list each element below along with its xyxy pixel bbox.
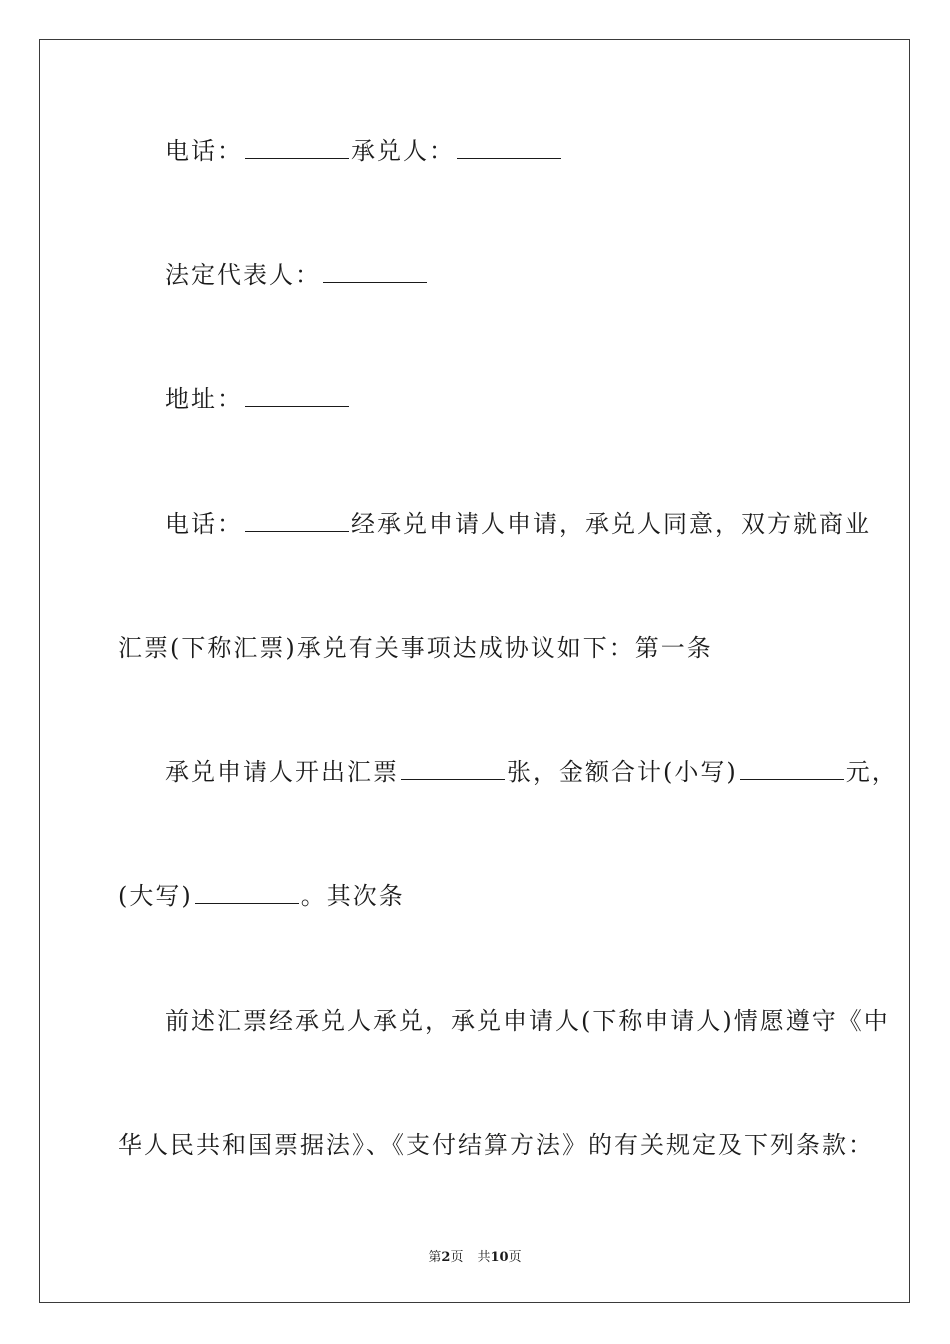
bill-count-blank[interactable] [401,759,505,780]
amount-upper-label: (大写) [118,882,193,910]
legal-rep-line [165,260,429,290]
phone-blank[interactable] [245,138,349,159]
clause-text-1: 前述汇票经承兑人承兑，承兑申请人(下称申请人)情愿遵守《中 [165,1007,890,1035]
amount-upper-blank[interactable] [195,883,299,904]
total-pages: 10 [490,1250,509,1265]
agreement-line-2 [118,633,713,663]
clause-text-line-1 [165,1006,890,1036]
clause-text-2: 华人民共和国票据法》、《支付结算方法》的有关规定及下列条款： [118,1131,874,1159]
phone-label: 电话： [165,137,243,165]
total-suffix: 页 [508,1250,522,1265]
agreement-continuation: 汇票(下称汇票)承兑有关事项达成协议如下：第一条 [118,634,713,662]
address-line [165,384,351,414]
address-label: 地址： [165,385,243,413]
phone-line-2 [165,509,871,539]
address-blank[interactable] [245,386,349,407]
page-number: 2 [441,1250,451,1265]
second-clause-label: 。其次条 [300,882,405,910]
page-border [39,39,910,1303]
amount-lower-blank[interactable] [740,759,844,780]
page-suffix: 页 [450,1250,464,1265]
phone-blank-2[interactable] [245,511,349,532]
phone-label-2: 电话： [165,510,243,538]
legal-rep-label: 法定代表人： [165,261,321,289]
page-prefix: 第 [428,1250,442,1265]
total-prefix: 共 [477,1250,491,1265]
yuan-label: 元， [845,758,898,786]
clause-text-line-2 [118,1130,874,1160]
phone-line-1 [165,136,563,166]
acceptor-label: 承兑人： [351,137,455,165]
bill-issue-text: 承兑申请人开出汇票 [165,758,399,786]
page-footer [0,1250,950,1266]
acceptor-blank[interactable] [457,138,561,159]
legal-rep-blank[interactable] [323,262,427,283]
amount-upper-line [118,881,405,911]
bill-issue-line [165,757,898,787]
amount-label: 张，金额合计(小写) [507,758,738,786]
agreement-intro: 经承兑申请人申请，承兑人同意，双方就商业 [351,510,871,538]
